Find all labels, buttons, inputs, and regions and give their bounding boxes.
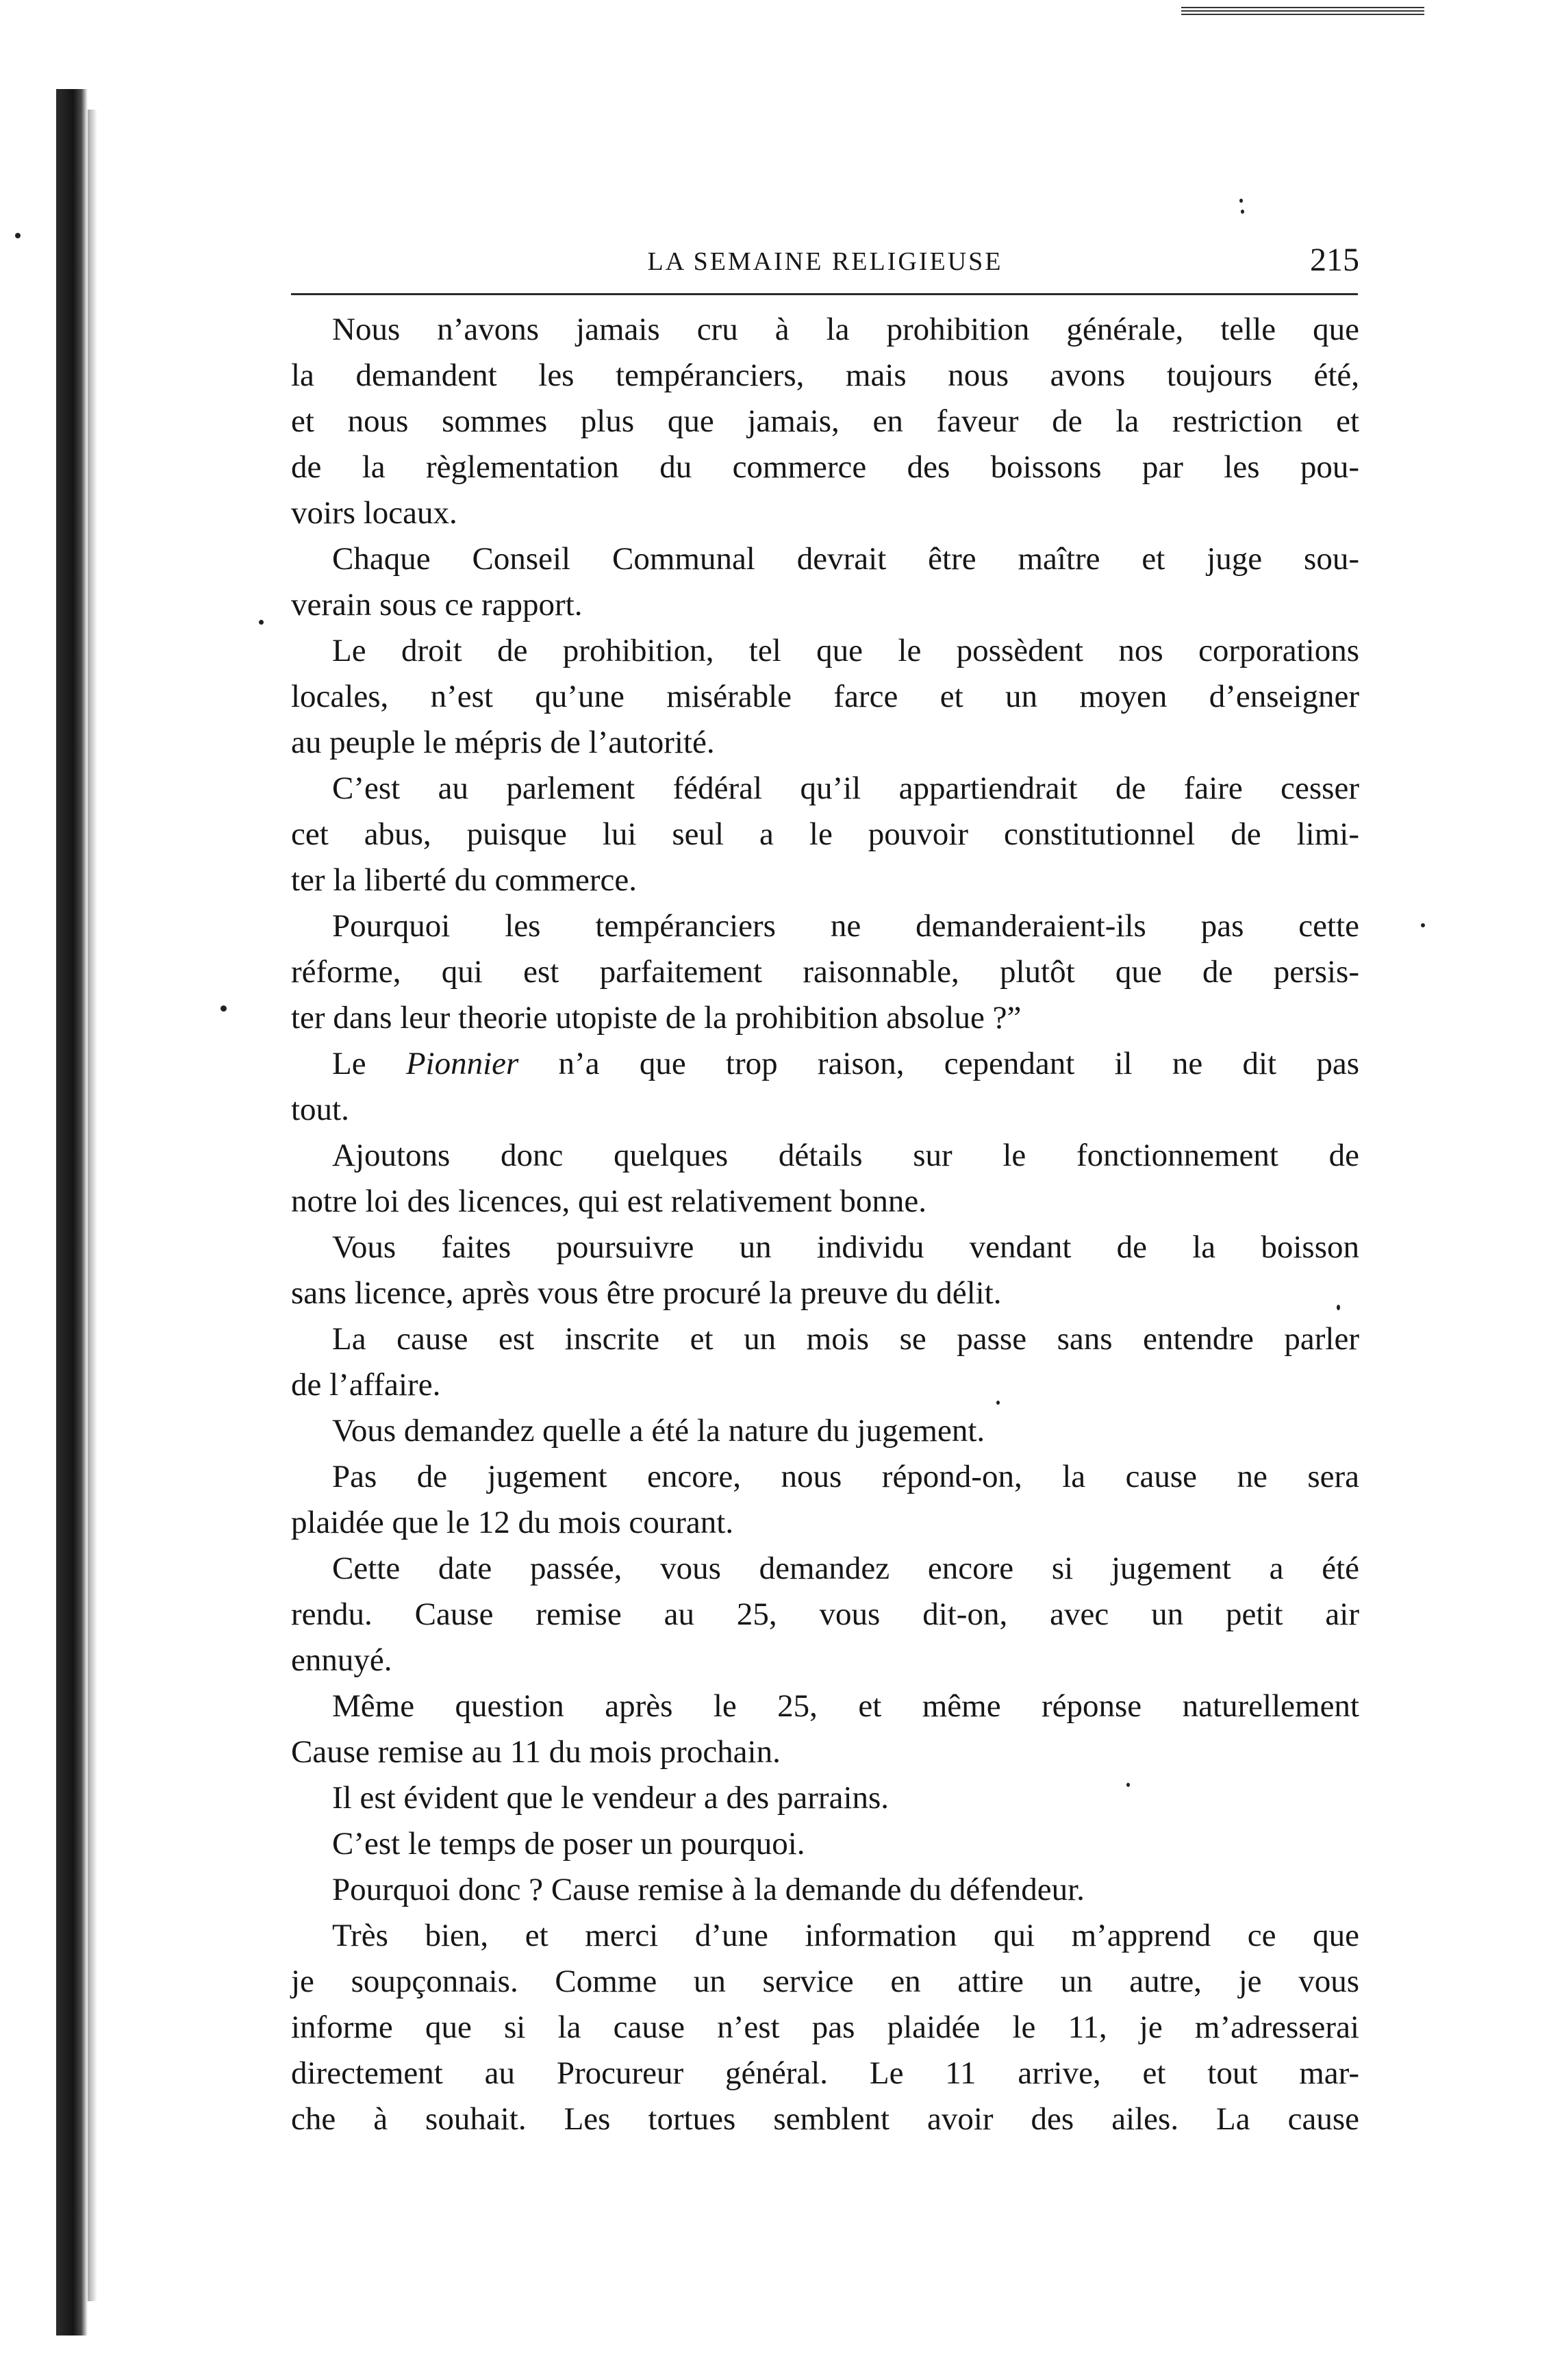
text-line: notre loi des licences, qui est relativement bonne.: [291, 1183, 926, 1219]
top-edge-rule: [1181, 7, 1424, 16]
text-line: ter la liberté du commerce.: [291, 862, 637, 898]
running-title: LA SEMAINE RELIGIEUSE: [647, 247, 1003, 276]
text-line: je soupçonnais. Comme un service en attire un autre, je vous: [291, 1964, 1359, 1999]
text-line: Nous n’avons jamais cru à la prohibition générale, telle que: [332, 312, 1359, 347]
text-line: Chaque Conseil Communal devrait être maître et juge sou-: [332, 541, 1359, 577]
binding-gradient: [88, 110, 97, 2301]
text-line: de la règlementation du commerce des boissons par les pou-: [291, 449, 1359, 485]
text-line: Ajoutons donc quelques détails sur le fonctionnement de: [332, 1138, 1359, 1173]
text-line: de l’affaire.: [291, 1367, 441, 1403]
periodical-title: Pionnier: [405, 1046, 519, 1081]
text-line: cet abus, puisque lui seul a le pouvoir constitutionnel de limi-: [291, 816, 1359, 852]
page-number: 215: [1310, 242, 1359, 278]
text-line: C’est le temps de poser un pourquoi.: [332, 1826, 805, 1862]
scan-speck: [15, 233, 21, 238]
text-line: plaidée que le 12 du mois courant.: [291, 1505, 734, 1540]
text-line: tout.: [291, 1092, 349, 1127]
text-line: Pourquoi les tempéranciers ne demanderaient-ils pas cette: [332, 908, 1359, 944]
text-line: sans licence, après vous être procuré la preuve du délit.: [291, 1275, 1002, 1311]
text-line: Le droit de prohibition, tel que le possèdent nos corporations: [332, 633, 1359, 668]
text-line: Cette date passée, vous demandez encore si jugement a été: [332, 1551, 1359, 1586]
text-line: ennuyé.: [291, 1642, 392, 1678]
text-line: Il est évident que le vendeur a des parrains.: [332, 1780, 890, 1816]
text-line: informe que si la cause n’est pas plaidée le 11, je m’adresserai: [291, 2009, 1359, 2045]
binding-shadow: [56, 89, 88, 2335]
body-text: [291, 307, 1359, 2142]
text-line: et nous sommes plus que jamais, en faveur de la restriction et: [291, 403, 1359, 439]
page-header: [291, 241, 1359, 289]
scan-speck: [1241, 210, 1244, 214]
scan-speck: [220, 1005, 227, 1012]
text-line: Le Pionnier n’a que trop raison, cependant il ne dit pas: [332, 1046, 1359, 1081]
scan-speck: [259, 620, 264, 625]
scan-speck: [1239, 199, 1243, 203]
text-line: directement au Procureur général. Le 11 arrive, et tout mar-: [291, 2055, 1359, 2091]
text-line: La cause est inscrite et un mois se passe sans entendre parler: [332, 1321, 1359, 1357]
text-line: Vous faites poursuivre un individu vendant de la boisson: [332, 1229, 1359, 1265]
text-line: au peuple le mépris de l’autorité.: [291, 725, 715, 760]
scan-speck: [1421, 923, 1425, 927]
text-line: Cause remise au 11 du mois prochain.: [291, 1734, 781, 1770]
text-line: Vous demandez quelle a été la nature du jugement.: [332, 1413, 985, 1449]
text-line: Pas de jugement encore, nous répond-on, la cause ne sera: [332, 1459, 1359, 1494]
text-line: Pourquoi donc ? Cause remise à la demande du défendeur.: [332, 1872, 1085, 1907]
text-line: verain sous ce rapport.: [291, 587, 583, 623]
text-line: Même question après le 25, et même réponse naturellement: [332, 1688, 1359, 1724]
header-rule: [291, 293, 1358, 295]
text-line: réforme, qui est parfaitement raisonnable, plutôt que de persis-: [291, 954, 1359, 990]
text-line: che à souhait. Les tortues semblent avoir des ailes. La cause: [291, 2101, 1359, 2137]
text-line: Très bien, et merci d’une information qui m’apprend ce que: [332, 1918, 1359, 1953]
text-line: ter dans leur theorie utopiste de la prohibition absolue ?”: [291, 1000, 1022, 1036]
text-line: locales, n’est qu’une misérable farce et un moyen d’enseigner: [291, 679, 1359, 714]
text-line: la demandent les tempéranciers, mais nous avons toujours été,: [291, 358, 1359, 393]
text-line: voirs locaux.: [291, 495, 457, 531]
text-line: rendu. Cause remise au 25, vous dit-on, avec un petit air: [291, 1596, 1359, 1632]
text-line: C’est au parlement fédéral qu’il appartiendrait de faire cesser: [332, 771, 1359, 806]
